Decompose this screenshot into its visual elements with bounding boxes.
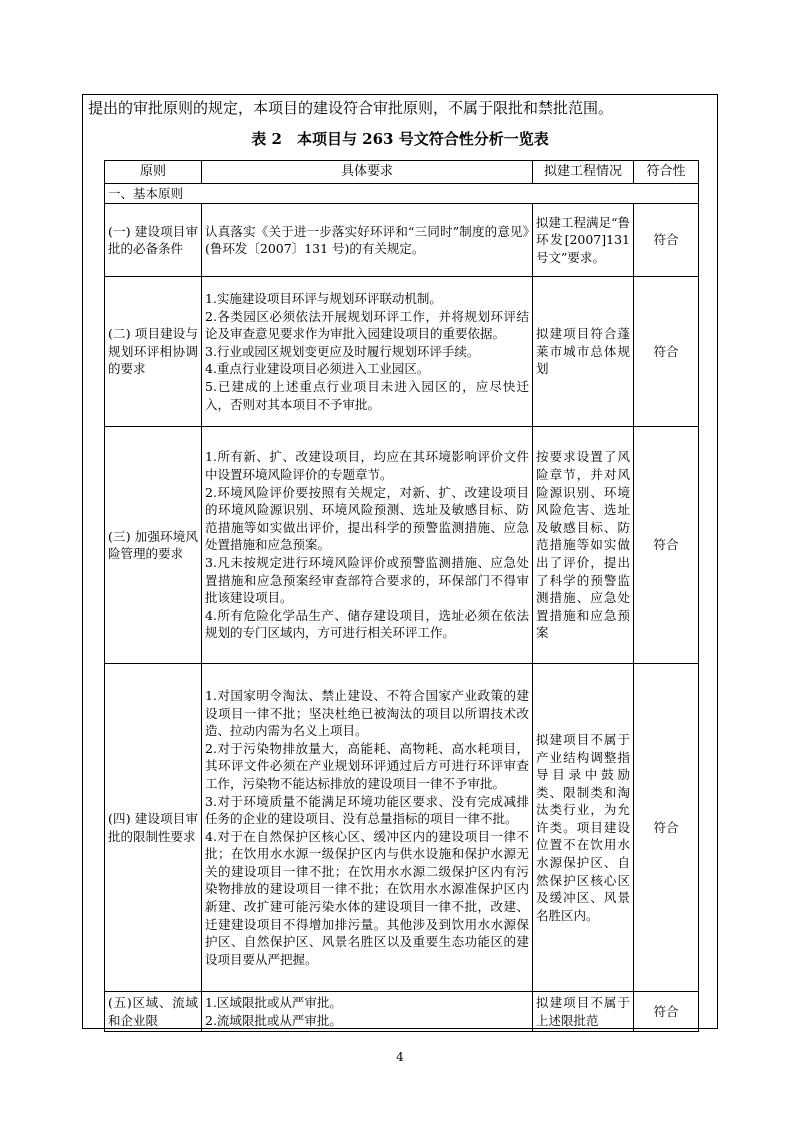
row-requirements — [202, 277, 533, 427]
requirement-item: 2.环境风险评价要按照有关规定，对新、扩、改建设项目的环境风险源识别、环境风险预测、选址及敏感目标、防范措施等如实做出评价，提出科学的预警监测措施、应急处置措施和应急预案。 — [205, 484, 529, 553]
table-row — [105, 664, 699, 992]
section-title: 一、基本原则 — [105, 183, 699, 204]
requirement-item: 4.所有危险化学品生产、储存建设项目，选址必须在依法规划的专门区域内，方可进行相关环评工作。 — [205, 607, 529, 641]
section-row — [105, 183, 699, 204]
requirement-item: 2.对于污染物排放量大，高能耗、高物耗、高水耗项目，其环评文件必须在产业规划环评通过后方可进行环评审查工作，污染物不能达标排放的建设项目一律不予审批。 — [205, 740, 529, 791]
row-situation: 按要求设置了风险章节，并对风险源识别、环境风险危害、选址及敏感目标、防范措施等如实做出了评价，提出了科学的预警监测措施、应急处置措施和应急预案 — [533, 427, 634, 664]
row-principle: (二) 项目建设与规划环评相协调的要求 — [105, 277, 202, 427]
requirement-item: 认真落实《关于进一步落实好环评和“三同时”制度的意见》(鲁环发〔2007〕131 号)的有关规定。 — [205, 223, 529, 257]
requirement-item: 1.对国家明令淘汰、禁止建设、不符合国家产业政策的建设项目一律不批；坚决杜绝已被淘汰的项目以所谓技术改造、拉动内需为名义上项目。 — [205, 687, 529, 739]
requirement-item: 3.凡未按规定进行环境风险评价或预警监测措施、应急处置措施和应急预案经审查部符合要求的，环保部门不得审批该建设项目。 — [205, 554, 529, 606]
requirement-item: 3.行业或园区规划变更应及时履行规划环评手续。 — [205, 343, 480, 359]
requirement-item: 2.流域限批或从严审批。 — [205, 1012, 342, 1028]
header-requirements: 具体要求 — [202, 161, 533, 184]
header-principle: 原则 — [105, 161, 202, 184]
row-requirements — [202, 427, 533, 664]
row-principle: (三) 加强环境风险管理的要求 — [105, 427, 202, 664]
table-row — [105, 427, 699, 664]
table-caption: 表 2 本项目与 263 号文符合性分析一览表 — [251, 130, 549, 148]
row-situation: 拟建项目不属于上述限批范 — [533, 992, 634, 1032]
table-row — [105, 277, 699, 427]
page-number: 4 — [396, 1050, 404, 1064]
row-compliance: 符合 — [634, 427, 699, 664]
row-requirements — [202, 204, 533, 277]
row-compliance: 符合 — [634, 992, 699, 1032]
row-situation: 拟建工程满足“鲁环发[2007]131 号文”要求。 — [533, 204, 634, 277]
row-situation: 拟建项目符合蓬莱市城市总体规划 — [533, 277, 634, 427]
row-principle: (五)区域、流域和企业限 — [105, 992, 202, 1032]
requirement-item: 4.重点行业建设项目必须进入工业园区。 — [205, 361, 430, 377]
header-compliance: 符合性 — [634, 161, 699, 184]
row-compliance: 符合 — [634, 664, 699, 992]
row-compliance: 符合 — [634, 277, 699, 427]
row-compliance: 符合 — [634, 204, 699, 277]
compliance-table — [104, 160, 699, 1032]
row-principle: (一) 建设项目审批的必备条件 — [105, 204, 202, 277]
row-principle: (四) 建设项目审批的限制性要求 — [105, 664, 202, 992]
table-row — [105, 992, 699, 1032]
requirement-item: 5.已建成的上述重点行业项目未进入园区的，应尽快迁入，否则对其本项目不予审批。 — [205, 379, 529, 412]
header-situation: 拟建工程情况 — [533, 161, 634, 184]
requirement-item: 1.区域限批或从严审批。 — [205, 995, 342, 1011]
requirement-item: 1.所有新、扩、改建设项目，均应在其环境影响评价文件中设置环境风险评价的专题章节。 — [205, 449, 529, 483]
table-header-row — [105, 161, 699, 184]
requirement-item: 3.对于环境质量不能满足环境功能区要求、没有完成减排任务的企业的建设项目、没有总量指标的项目一律不批。 — [205, 793, 529, 827]
table-row — [105, 204, 699, 277]
intro-paragraph: 提出的审批原则的规定，本项目的建设符合审批原则，不属于限批和禁批范围。 — [88, 99, 614, 117]
row-requirements — [202, 664, 533, 992]
requirement-item: 4.对于在自然保护区核心区、缓冲区内的建设项目一律不批；在饮用水水源一级保护区内与供水设施和保护水源无关的建设项目一律不批；在饮用水水源二级保护区内有污染物排放的建设项目一律不批；在饮用水水源准保护区内新建、改扩建可能污染水体的建设项目一律不批，改建、迁建建设项目不得增加排污量。其他涉及到饮用水水源保护区、自然保护区、风景名胜区以及重要生态功能区的建设项目要从严把握。 — [205, 828, 529, 967]
row-requirements — [202, 992, 533, 1032]
requirement-item: 1.实施建设项目环评与规划环评联动机制。 — [205, 291, 442, 307]
row-situation: 拟建项目不属于产业结构调整指导目录中鼓励类、限制类和淘汰类行业，为允许类。项目建设位置不在饮用水水源保护区、自然保护区核心区及缓冲区、风景名胜区内。 — [533, 664, 634, 992]
requirement-item: 2.各类园区必须依法开展规划环评工作，并将规划环评结论及审查意见要求作为审批入园建设项目的重要依据。 — [205, 308, 529, 342]
